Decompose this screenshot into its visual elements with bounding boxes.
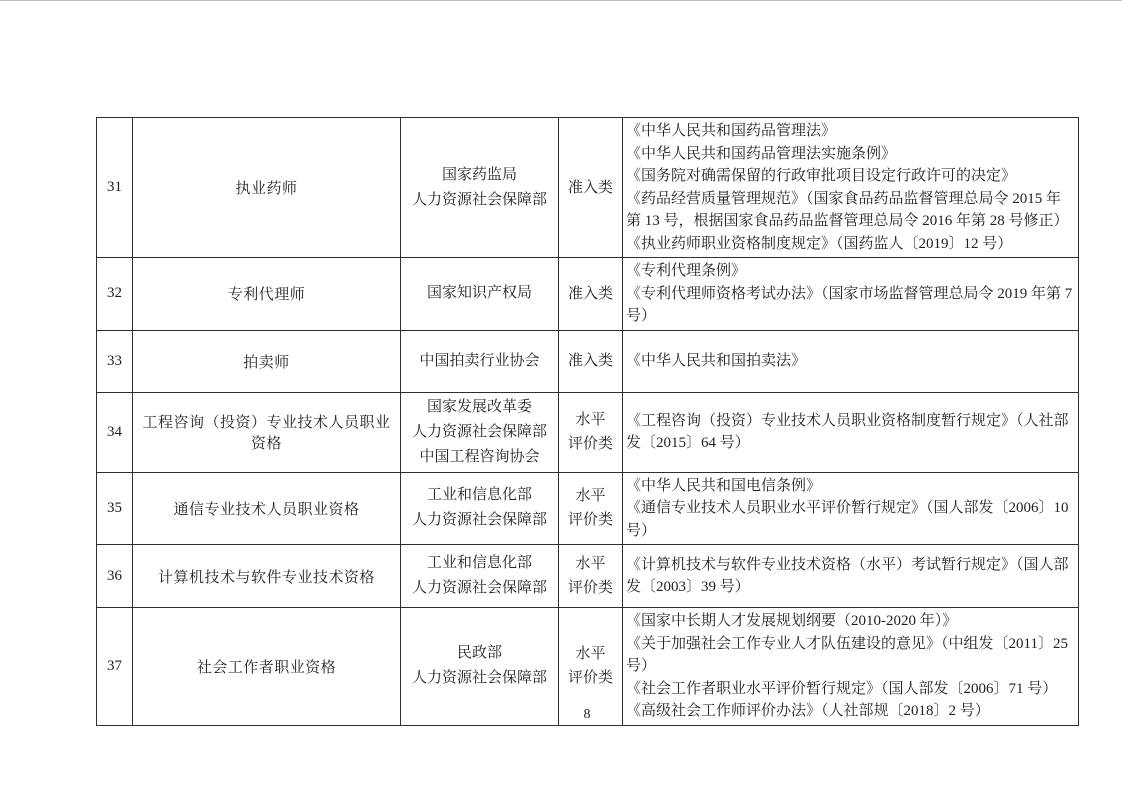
department-line: 国家药监局	[441, 166, 517, 183]
legal-basis-entry: 《专利代理条例》	[626, 263, 747, 279]
legal-basis-entry: 《中华人民共和国拍卖法》	[626, 352, 807, 369]
legal-basis-cell	[623, 330, 1079, 392]
department-line: 人力资源社会保障部	[411, 512, 547, 529]
department-line: 人力资源社会保障部	[411, 670, 547, 687]
row-number-cell: 32	[97, 258, 133, 331]
category-line: 水平	[575, 412, 606, 428]
legal-basis-cell	[623, 118, 1079, 258]
department-line: 中国拍卖行业协会	[419, 352, 540, 369]
row-number-cell: 36	[97, 545, 133, 608]
row-number-cell: 35	[97, 472, 133, 545]
legal-basis-cell	[623, 545, 1079, 608]
row-number-cell: 33	[97, 330, 133, 392]
table-row	[97, 330, 1079, 392]
department-line: 国家知识产权局	[426, 285, 532, 302]
implementing-department-cell	[401, 545, 559, 608]
legal-basis-entry: 《中华人民共和国药品管理法实施条例》	[626, 145, 897, 162]
category-line: 评价类	[567, 436, 613, 452]
legal-basis-entry: 《计算机技术与软件专业技术资格（水平）考试暂行规定》（国人部发〔2003〕39 号）	[626, 556, 1069, 595]
legal-basis-entry: 《国务院对确需保留的行政审批项目设定行政许可的决定》	[626, 168, 1017, 184]
row-number-cell: 31	[97, 118, 133, 258]
category-cell	[559, 330, 623, 392]
department-line: 工业和信息化部	[426, 555, 532, 571]
category-cell	[559, 258, 623, 331]
table-row	[97, 118, 1079, 258]
department-line: 中国工程咨询协会	[419, 448, 540, 465]
table-row	[97, 472, 1079, 545]
qualification-name-cell: 计算机技术与软件专业技术资格	[133, 545, 401, 608]
implementing-department-cell	[401, 330, 559, 392]
legal-basis-entry: 《专利代理师资格考试办法》（国家市场监督管理总局令 2019 年第 7 号）	[626, 285, 1073, 324]
qualification-name-cell: 拍卖师	[133, 330, 401, 392]
category-line: 评价类	[567, 512, 613, 529]
page-top-edge	[0, 0, 1122, 1]
legal-basis-entry: 《社会工作者职业水平评价暂行规定》（国人部发〔2006〕71 号）	[626, 680, 1058, 697]
category-line: 评价类	[567, 670, 613, 687]
row-number-cell: 37	[97, 608, 133, 726]
category-line: 水平	[575, 646, 606, 663]
table-row	[97, 258, 1079, 331]
qualification-name-cell: 工程咨询（投资）专业技术人员职业资格	[133, 392, 401, 472]
qualification-name-cell: 通信专业技术人员职业资格	[133, 472, 401, 545]
department-line: 国家发展改革委	[426, 398, 532, 415]
implementing-department-cell	[401, 472, 559, 545]
qualification-table-body	[97, 118, 1079, 726]
legal-basis-entry: 《通信专业技术人员职业水平评价暂行规定》（国人部发〔2006〕10 号）	[626, 500, 1069, 539]
table-row	[97, 392, 1079, 472]
category-cell	[559, 545, 623, 608]
category-cell	[559, 392, 623, 472]
row-number-cell: 34	[97, 392, 133, 472]
category-cell	[559, 118, 623, 258]
category-line: 水平	[575, 556, 606, 572]
qualification-name-cell: 专利代理师	[133, 258, 401, 331]
legal-basis-entry: 《中华人民共和国电信条例》	[626, 477, 822, 494]
category-line: 水平	[575, 488, 606, 505]
legal-basis-entry: 《高级社会工作师评价办法》（人社部规〔2018〕2 号）	[626, 703, 990, 719]
category-line: 准入类	[567, 285, 613, 302]
legal-basis-entry: 《中华人民共和国药品管理法》	[626, 123, 837, 139]
department-line: 工业和信息化部	[426, 487, 532, 504]
page-number: 8	[583, 707, 591, 722]
qualification-table	[96, 117, 1079, 726]
department-line: 人力资源社会保障部	[411, 191, 547, 208]
table-row	[97, 545, 1079, 608]
legal-basis-entry: 《药品经营质量管理规范》（国家食品药品监督管理总局令 2015 年第 13 号，根据国家食品药品监督管理总局令 2016 年第 28 号修正）	[626, 190, 1069, 229]
department-line: 民政部	[456, 645, 502, 662]
category-cell	[559, 472, 623, 545]
category-line: 准入类	[567, 179, 613, 196]
legal-basis-entry: 《执业药师职业资格制度规定》（国药监人〔2019〕12 号）	[626, 235, 1013, 252]
category-line: 准入类	[567, 353, 613, 369]
legal-basis-entry: 《关于加强社会工作专业人才队伍建设的意见》（中组发〔2011〕25 号）	[626, 635, 1068, 674]
implementing-department-cell	[401, 392, 559, 472]
legal-basis-cell	[623, 258, 1079, 331]
department-line: 人力资源社会保障部	[411, 580, 547, 596]
implementing-department-cell	[401, 258, 559, 331]
legal-basis-cell	[623, 472, 1079, 545]
legal-basis-entry: 《国家中长期人才发展规划纲要（2010-2020 年）》	[626, 613, 958, 629]
department-line: 人力资源社会保障部	[411, 423, 547, 440]
implementing-department-cell	[401, 118, 559, 258]
qualification-name-cell: 社会工作者职业资格	[133, 608, 401, 726]
qualification-name-cell: 执业药师	[133, 118, 401, 258]
legal-basis-cell	[623, 392, 1079, 472]
category-line: 评价类	[567, 580, 613, 596]
legal-basis-entry: 《工程咨询（投资）专业技术人员职业资格制度暂行规定》（人社部发〔2015〕64 号）	[626, 412, 1069, 451]
